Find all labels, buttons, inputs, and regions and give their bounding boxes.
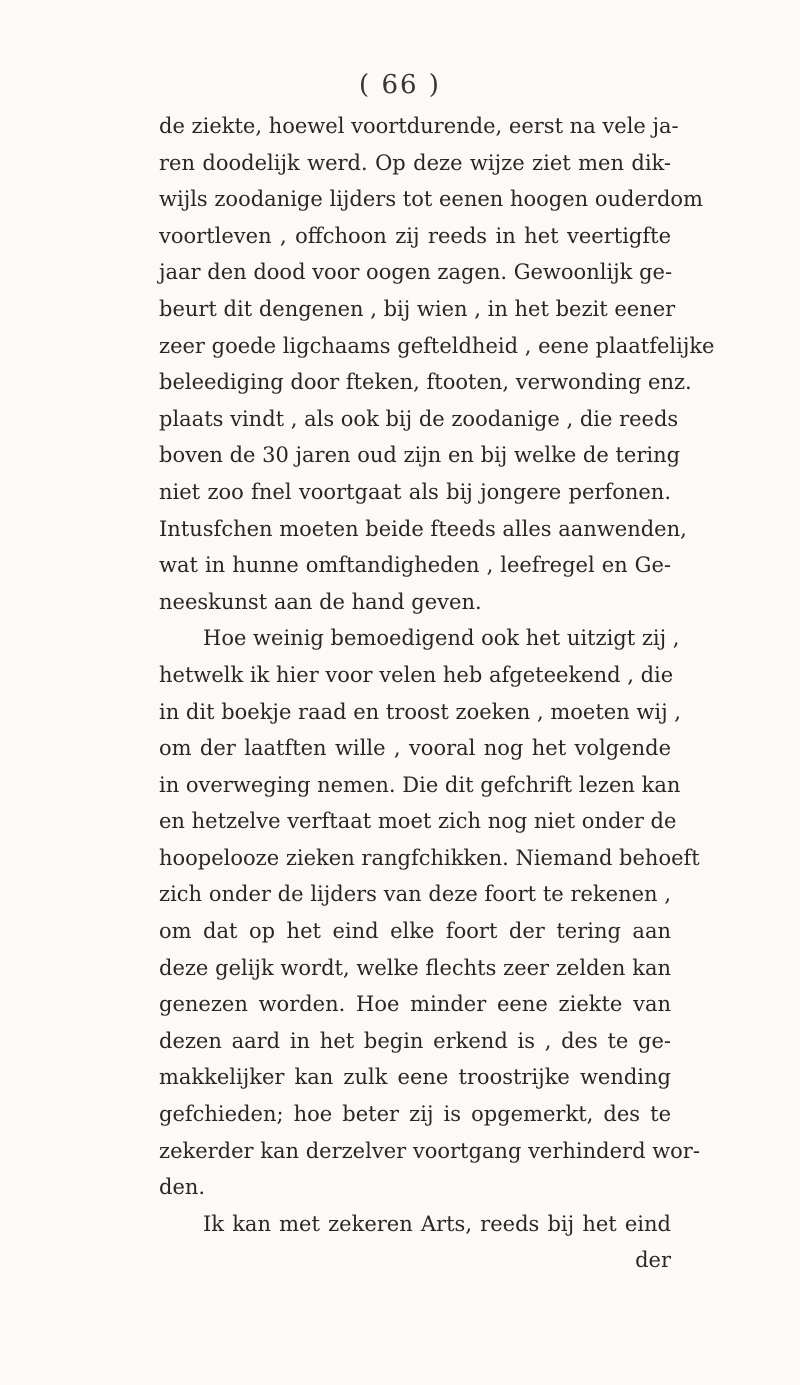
text-line: zekerder kan derzelver voortgang verhinderd wor- — [159, 1138, 700, 1163]
text-line: beleediging door fteken, ftooten, verwonding enz. — [159, 370, 692, 395]
text-line: om der laatften wille , vooral nog het volgende — [159, 736, 671, 761]
text-line: in dit boekje raad en troost zoeken , moeten wij , — [159, 699, 681, 724]
body-text — [159, 108, 715, 1279]
catchword: der — [635, 1248, 671, 1273]
text-line: Intusfchen moeten beide fteeds alles aanwenden, — [159, 516, 687, 541]
text-line: zich onder de lijders van deze foort te rekenen , — [159, 882, 671, 907]
text-line: hetwelk ik hier voor velen heb afgeteekend , die — [159, 662, 674, 687]
text-line: genezen worden. Hoe minder eene ziekte van — [159, 992, 671, 1017]
text-line: boven de 30 jaren oud zijn en bij welke de tering — [159, 443, 681, 468]
text-line: gefchieden; hoe beter zij is opgemerkt, des te — [159, 1102, 671, 1127]
text-line: hoopelooze zieken rangfchikken. Niemand behoeft — [159, 845, 700, 870]
text-line: om dat op het eind elke foort der tering aan — [159, 919, 671, 944]
text-line: neeskunst aan de hand geven. — [159, 589, 482, 614]
text-line: wijls zoodanige lijders tot eenen hoogen ouderdom — [159, 187, 703, 212]
text-line: dezen aard in het begin erkend is , des te ge- — [159, 1028, 671, 1053]
text-line: deze gelijk wordt, welke flechts zeer zelden kan — [159, 955, 671, 980]
text-line: plaats vindt , als ook bij de zoodanige , die reeds — [159, 406, 679, 431]
text-line: wat in hunne omftandigheden , leefregel en Ge- — [159, 553, 671, 578]
text-line: den. — [159, 1175, 206, 1200]
text-line: jaar den dood voor oogen zagen. Gewoonlijk ge- — [159, 260, 673, 285]
text-line: ren doodelijk werd. Op deze wijze ziet men dik- — [159, 150, 671, 175]
text-line: en hetzelve verftaat moet zich nog niet onder de — [159, 809, 677, 834]
paragraph-start-line: Ik kan met zekeren Arts, reeds bij het eind — [203, 1211, 671, 1236]
text-line: beurt dit dengenen , bij wien , in het bezit eener — [159, 296, 676, 321]
page-number-header: ( 66 ) — [359, 70, 441, 100]
paragraph-start-line: Hoe weinig bemoedigend ook het uitzigt zij , — [203, 626, 680, 651]
text-line: niet zoo fnel voortgaat als bij jongere perfonen. — [159, 479, 671, 504]
text-line: voortleven , offchoon zij reeds in het veertigfte — [159, 223, 671, 248]
text-line: de ziekte, hoewel voortdurende, eerst na vele ja- — [159, 114, 679, 138]
text-line: in overweging nemen. Die dit gefchrift lezen kan — [159, 772, 681, 797]
text-line: zeer goede ligchaams gefteldheid , eene plaatfelijke — [159, 333, 715, 358]
text-line: makkelijker kan zulk eene troostrijke wending — [159, 1065, 671, 1090]
